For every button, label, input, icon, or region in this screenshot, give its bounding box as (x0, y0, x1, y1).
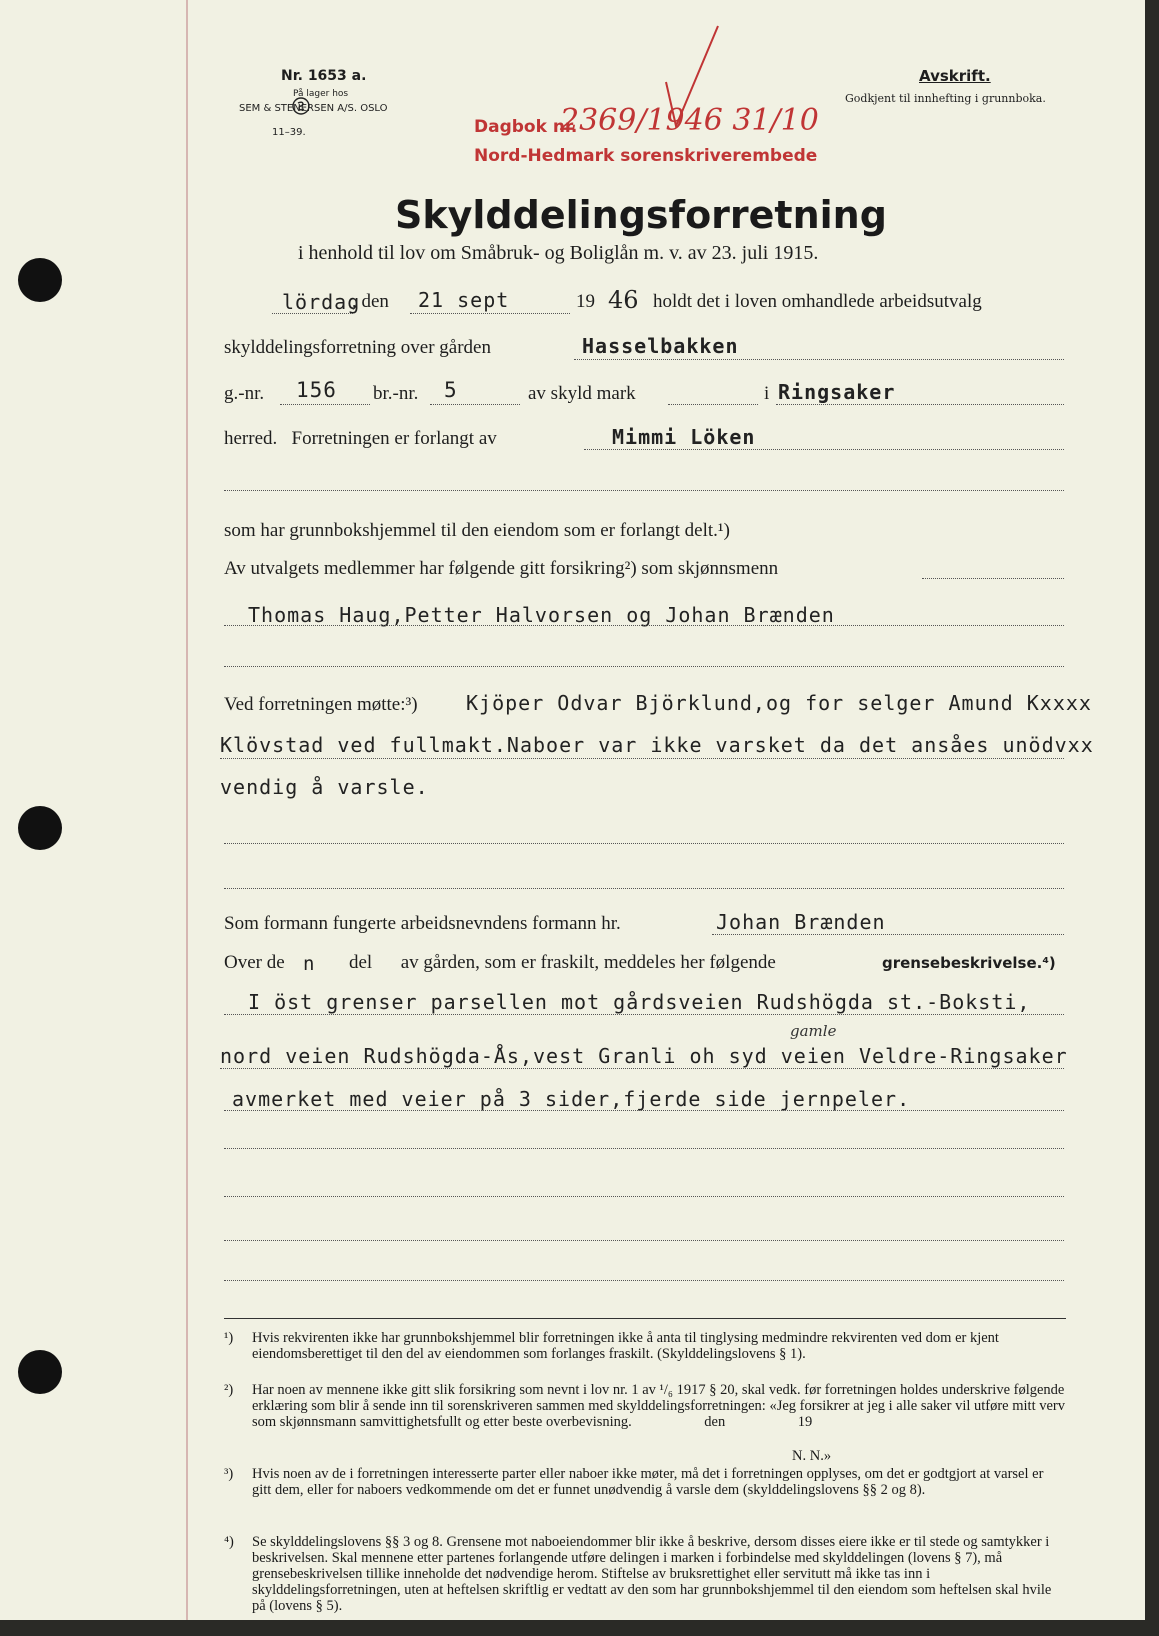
formann-text: Som formann fungerte arbeidsnevndens formann hr. (224, 913, 621, 934)
handwritten-journal-number: 2369/1946 31/10 (560, 103, 819, 138)
publisher-line: På lager hos (293, 89, 349, 99)
formann-value: Johan Brænden (716, 910, 886, 934)
date-value: 21 sept (418, 288, 510, 312)
i-label: i (764, 383, 770, 404)
form-number: Nr. 1653 a. (281, 68, 367, 84)
stamp-office: Nord-Hedmark sorenskriverembede (474, 146, 818, 166)
herred-text: herred. Forretningen er forlangt av (224, 428, 497, 449)
fill-line (224, 888, 1064, 889)
footnote-text: Har noen av mennene ikke gitt slik forsikring som nevnt i lov nr. 1 av ¹/₆ 1917 § 20, skal vedk. før forretningen holdes underskrive følgende erklæring som blir å sende inn til sorenskriveren sammen med skylddelingsforretningen: «Jeg forsikrer at jeg i alle saker vil utføre mitt verv som skjønnsmann samvittighetsfullt og etter beste overbevisning. den 19 (252, 1382, 1069, 1430)
footnote-number: ¹) (224, 1330, 234, 1346)
fill-line (224, 843, 1064, 844)
footnote-number: ⁴) (224, 1534, 234, 1550)
punch-hole (18, 806, 62, 850)
gamle-handwritten: gamle (790, 1022, 837, 1040)
footnote-2-signature (792, 1448, 831, 1464)
grunnbok-text: som har grunnbokshjemmel til den eiendom som er forlangt delt.¹) (224, 520, 730, 541)
fill-line (224, 1110, 1064, 1111)
grense-line-1: I öst grenser parsellen mot gårdsveien Rudshögda st.-Boksti, (248, 990, 1031, 1014)
motte-line-3: vendig å varsle. (220, 775, 429, 799)
subtitle: i henhold til lov om Småbruk- og Boliglån m. v. av 23. juli 1915. (298, 242, 819, 264)
footnote-number: ²) (224, 1382, 234, 1398)
del-text: del av gården, som er fraskilt, meddeles her følgende (349, 952, 776, 973)
punch-hole (18, 1350, 62, 1394)
day-value: lördag (282, 290, 361, 314)
fill-line (272, 313, 353, 314)
farm-value: Hasselbakken (582, 334, 739, 358)
requester-value: Mimmi Löken (612, 425, 756, 449)
fill-line (712, 934, 1064, 935)
footnote-text: Hvis rekvirenten ikke har grunnbokshjemmel blir forretningen ikke å anta til tinglysing medmindre rekvirenten ved dom er kjent eiendomsberettiget til den del av eiendommen som forlanges fraskilt. (Skylddelingslovens § 1). (252, 1330, 999, 1362)
brnr-value: 5 (444, 378, 458, 402)
fill-line (410, 313, 570, 314)
fill-line (224, 1148, 1064, 1149)
fill-line (224, 1196, 1064, 1197)
fill-line (574, 359, 1064, 360)
skyld-mark-text: av skyld mark (528, 383, 636, 404)
brnr-label: br.-nr. (373, 383, 419, 404)
skyld-label: skylddelingsforretning over gården (224, 337, 491, 358)
den-label: , den (352, 291, 389, 312)
footnote-divider (224, 1318, 1066, 1319)
footnote-number: ³) (224, 1466, 234, 1482)
footnote-text: N. N.» (792, 1448, 832, 1464)
year-prefix: 19 (576, 291, 595, 312)
year-suffix: 46 (608, 286, 639, 314)
holdt-text: holdt det i loven omhandlede arbeidsutvalg (653, 291, 982, 312)
fill-line (922, 578, 1064, 579)
print-code: 11–39. (272, 127, 306, 138)
fill-line (224, 625, 1064, 626)
fill-line (220, 758, 1064, 759)
utvalg-text: Av utvalgets medlemmer har følgende gitt forsikring²) som skjønnsmenn (224, 558, 779, 579)
scan-edge (1145, 0, 1159, 1636)
checkmark-icon (662, 22, 722, 132)
motte-line-2: Klövstad ved fullmakt.Naboer var ikke varsket da det ansåes unödvxx (220, 733, 1094, 757)
over-de-label: Over de (224, 952, 285, 973)
fill-line (224, 1014, 1064, 1015)
fill-line (584, 449, 1064, 450)
publisher-logo-icon (292, 97, 310, 115)
footnote-text: Se skylddelingslovens §§ 3 og 8. Grensene mot naboeiendommer blir ikke å beskrive, dersom disses eiere ikke er til stede og samtykker i beskrivelsen. Skal mennene etter partenes forlangende utføre delingen i marken i forbindelse med skylddelingen (lovens § 7), må grensebeskrivelsen tillike inneholde det nødvendige herom. Stiftelse av bruksrettighet eller servitutt må ikke tas inn i skylddelingsforretningen, uten at heftelsen skriftlig er vedtatt av den som har grunnbokshjemmel til den eiendom som heftelsen skal hvile på (lovens § 5). (252, 1534, 1052, 1614)
page-title: Skylddelingsforretning (395, 193, 887, 237)
fill-line (224, 490, 1064, 491)
fill-line (430, 404, 520, 405)
footnote-text: Hvis noen av de i forretningen interesserte parter eller naboer ikke møter, må det i forretningen opplyses, om det er godtgjort at varsel er gitt dem, eller for naboers vedkommende om det er funnet unødvendig å varsle dem (skylddelingslovens §§ 2 og 8). (252, 1466, 1044, 1498)
motte-line-1: Kjöper Odvar Björklund,og for selger Amund Kxxxx (466, 691, 1092, 715)
fill-line (224, 666, 1064, 667)
grense-label: grensebeskrivelse.⁴) (882, 954, 1056, 972)
n-value: n (303, 953, 316, 975)
gnr-value: 156 (296, 378, 337, 402)
scan-edge (0, 1620, 1159, 1636)
avskrift-label: Avskrift. (919, 67, 991, 85)
stamp-dagbok: Dagbok nr. (474, 117, 578, 137)
fill-line (280, 404, 370, 405)
publisher-name: SEM & STENERSEN A/S. OSLO (239, 103, 388, 114)
punch-hole (18, 258, 62, 302)
grense-line-2: nord veien Rudshögda-Ås,vest Granli oh syd veien Veldre-Ringsaker (220, 1044, 1068, 1068)
skjonnsmenn-value: Thomas Haug,Petter Halvorsen og Johan Brænden (248, 603, 835, 627)
fill-line (220, 1068, 1064, 1069)
motte-label: Ved forretningen møtte:³) (224, 694, 418, 715)
margin-line (186, 0, 188, 1620)
fill-line (224, 1280, 1064, 1281)
municipality-value: Ringsaker (778, 380, 896, 404)
fill-line (776, 404, 1064, 405)
fill-line (668, 404, 758, 405)
fill-line (224, 1240, 1064, 1241)
grense-line-3: avmerket med veier på 3 sider,fjerde side jernpeler. (232, 1087, 911, 1111)
godkjent-label: Godkjent til innhefting i grunnboka. (845, 92, 1046, 105)
gnr-label: g.-nr. (224, 383, 265, 404)
